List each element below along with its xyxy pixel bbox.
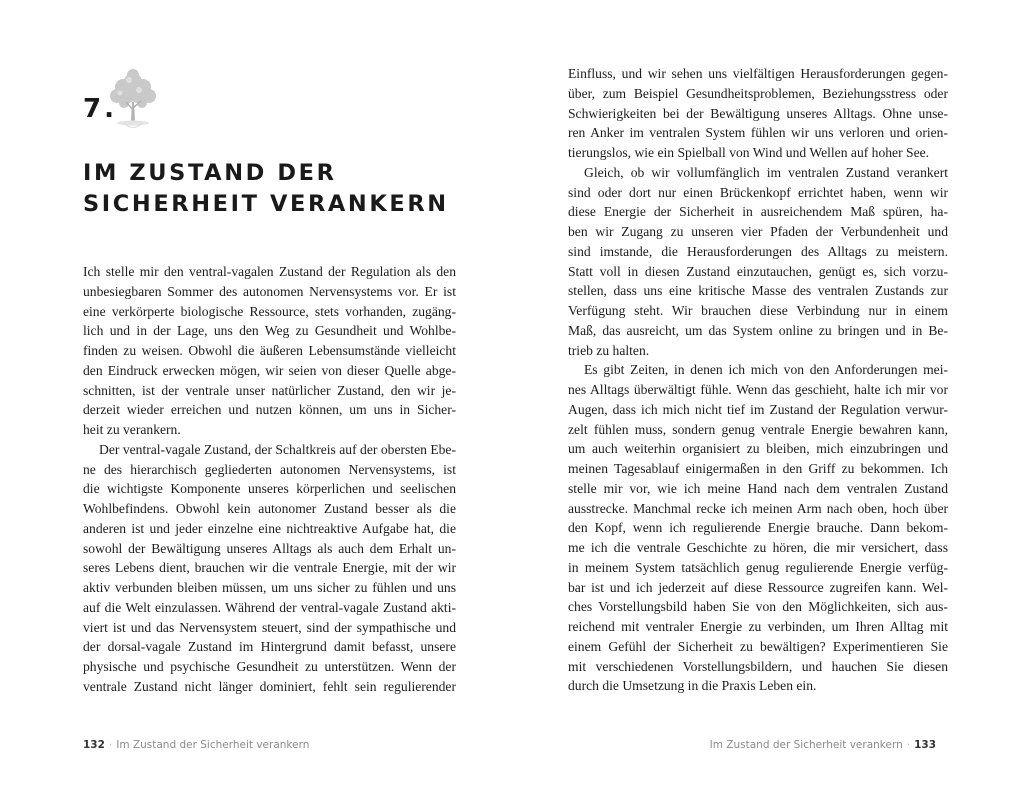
text-line: bar ist und ich jederzeit auf diese Ressource zugreifen kann. Wel- [568,579,948,595]
text-line: Der ventral-vagale Zustand, der Schaltkreis auf der obersten Ebe- [99,441,456,457]
text-line: unbesiegbaren Sommer des autonomen Nervensystems vor. Er ist [83,283,456,299]
text-line: derzeit wieder erreichen und nutzen können, um uns in Sicher- [83,402,456,418]
text-line: ren Anker im ventralen System fühlen wir uns verloren und orien- [568,125,948,141]
text-line: Schwierigkeiten bei der Bewältigung unseres Alltags. Ohne unse- [568,105,948,121]
chapter-title-line: SICHERHEIT VERANKERN [83,191,449,217]
text-line: die wichtigste Komponente unseres körperlichen und seelischen [83,481,456,497]
text-line: diese Energie der Sicherheit in ausreichendem Maß spüren, ha- [568,204,948,220]
text-line: trieb zu halten. [568,342,650,358]
text-line: einem Gefühl der Sicherheit zu bewältigen? Experimentieren Sie [568,638,948,654]
text-line: seres Lebens dient, brauchen wir die ventrale Energie, mit der wir [83,560,456,576]
running-title: Im Zustand der Sicherheit verankern [116,739,310,751]
text-line: Augen, dass ich mich nicht tief im Zustand der Regulation verwur- [568,401,948,417]
page-footer [83,739,309,751]
text-line: durch die Umsetzung in die Praxis Leben ein. [568,678,817,694]
text-line: Maß, das ausreicht, um das System online zu bringen und in Be- [568,322,948,338]
text-line: eine verkörperte biologische Ressource, stets vorhanden, zugäng- [83,303,456,319]
right-page [510,0,1020,812]
footer-separator: · [906,739,911,751]
text-line: Ich stelle mir den ventral-vagalen Zustand der Regulation als den [83,264,456,279]
text-line: reichend mit ventraler Energie zu verbinden, um Ihren Alltag mit [568,619,948,634]
text-line: ches Vorstellungsbild haben Sie von den Möglichkeiten, sich aus- [568,599,948,615]
text-line: über, zum Beispiel Gesundheitsproblemen, Beziehungsstress oder [568,85,948,101]
text-line: sind oder dort nur einen Brückenkopf errichtet haben, wenn wir [568,184,948,200]
footer-separator: · [108,739,113,751]
text-line: Es gibt Zeiten, in denen ich mich von den Anforderungen mei- [584,362,948,378]
text-line: physische und psychische Gesundheit zu unterstützen. Wenn der [83,659,456,674]
text-line: auf die Welt einzulassen. Während der ventral-vagale Zustand akti- [83,599,456,615]
text-line: in meinem System tatsächlich genug regulierende Energie verfüg- [568,559,948,575]
text-line: stelle mir vor, wie ich meine Hand nach dem ventralen Zustand [568,480,948,496]
text-line: Wohlbefindens. Obwohl kein autonomer Zustand besser als die [83,501,456,516]
chapter-title [83,158,483,220]
text-line: meinen Tagesablauf einigermaßen in den Griff zu bekommen. Ich [568,461,948,476]
text-line: den Eindruck erwecken mögen, wir seien von dieser Quelle abge- [83,362,456,378]
body-text [568,64,948,696]
page-number: 132 [83,739,105,751]
text-line: sowohl der Bewältigung unseres Alltags als auch dem Erhalt un- [83,540,456,556]
text-line: schnitten, ist der ventrale unser natürlicher Zustand, den wir je- [83,382,456,398]
body-text [83,262,456,697]
page-footer [710,739,936,751]
text-line: ne des hierarchisch gegliederten autonomen Nervensystems, ist [83,461,456,477]
text-line: ausstrecke. Manchmal recke ich meinen Arm nach oben, hoch über [568,500,948,516]
text-line: heit zu verankern. [83,422,181,437]
text-line: sind imstande, die Herausforderungen des Alltags zu meistern. [568,243,948,259]
text-line: finden zu weisen. Obwohl die äußeren Lebensumstände vielleicht [83,343,456,358]
text-line: Einfluss, und wir sehen uns vielfältigen Herausforderungen gegen- [568,66,948,81]
text-line: aktiv verbunden bleiben müssen, um uns sicher zu fühlen und uns [83,580,456,595]
page-number: 133 [914,739,936,751]
text-line: tierungslos, wie ein Spielball von Wind und Wellen auf hoher See. [568,145,930,160]
chapter-title-line: IM ZUSTAND DER [83,160,337,186]
text-line: Statt voll in diesen Zustand einzutauchen, genügt es, sich vorzu- [568,263,948,279]
text-line: nes Alltags überwältigt fühle. Wenn das geschieht, halte ich mir vor [568,382,948,397]
text-line: ventrale Zustand nicht länger dominiert, fehlt sein regulierender [83,678,456,694]
text-line: stellen, dass uns eine kritische Masse des ventralen Zustands zur [568,283,948,299]
text-line: Gleich, ob wir vollumfänglich im ventralen Zustand verankert [584,164,948,180]
text-line: zelt fühlen muss, sondern genug ventrale Energie bewahren kann, [568,421,948,437]
text-line: der dorsal-vagale Zustand im Hintergrund damit befasst, unsere [83,639,456,655]
chapter-number: 7. [83,94,117,124]
running-title: Im Zustand der Sicherheit verankern [709,739,903,751]
text-line: anderen ist und jeder einzelne eine nichtreaktive Aufgabe hat, die [83,520,456,536]
text-line: mit verschiedenen Vorstellungsbildern, und hauchen Sie diesen [568,658,948,674]
text-line: ben wir Zugang zu unseren vier Pfaden der Verbundenheit und [568,224,948,239]
text-line: den Kopf, wenn ich regulierende Energie brauche. Dann bekom- [568,520,948,536]
text-line: me ich die ventrale Geschichte zu hören, die mir versichert, dass [568,540,948,555]
text-line: lich und in der Lage, uns den Weg zu Gesundheit und Wohlbe- [83,323,456,339]
text-line: Verfügung steht. Wir brauchen diese Verbindung nur in einem [568,303,948,318]
text-line: um auch weiterhin organisiert zu bleiben, mich einzubringen und [568,441,948,457]
text-line: viert ist und das Nervensystem steuert, sind der sympathische und [83,619,456,635]
